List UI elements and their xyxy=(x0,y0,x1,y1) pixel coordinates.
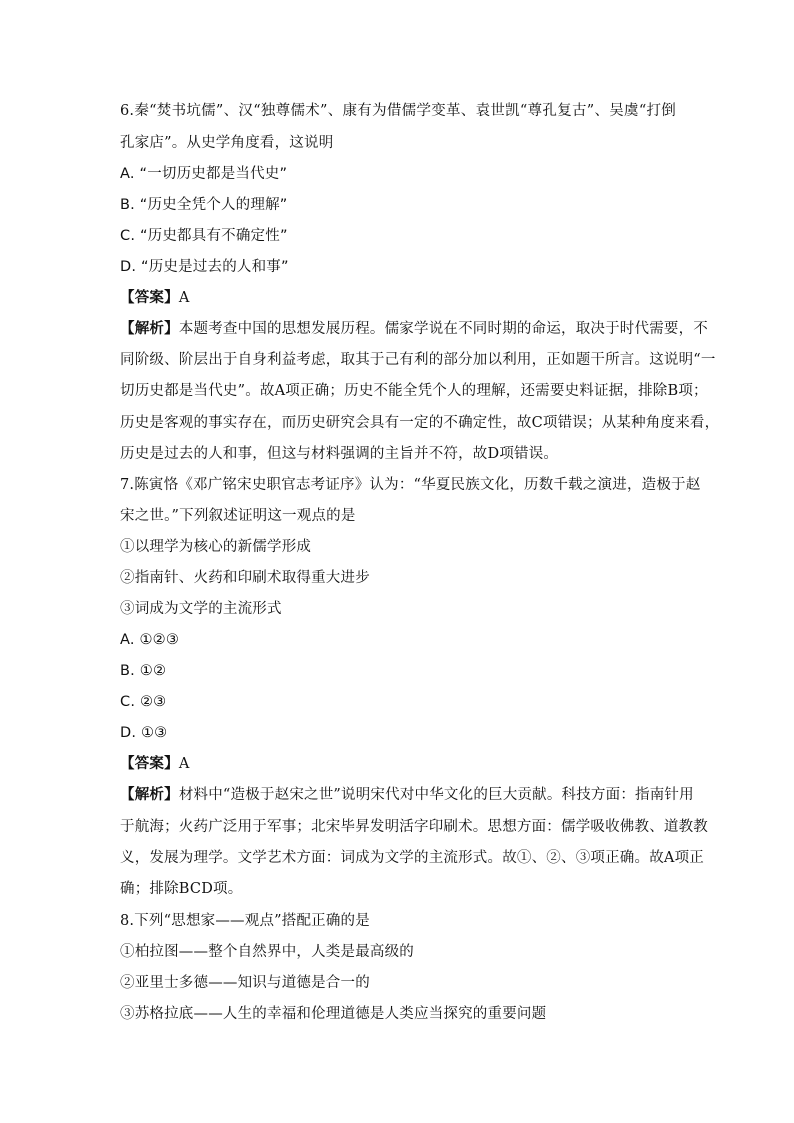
q8-item-3: ③苏格拉底——人生的幸福和伦理道德是人类应当探究的重要问题 xyxy=(120,1006,547,1022)
q7-analysis-line-2: 于航海；火药广泛用于军事；北宋毕昇发明活字印刷术。思想方面：儒学吸收佛教、道教教 xyxy=(120,819,708,835)
answer-value: A xyxy=(178,756,190,772)
analysis-text: 材料中“造极于赵宋之世”说明宋代对中华文化的巨大贡献。科技方面：指南针用 xyxy=(178,787,694,803)
q6-answer xyxy=(120,288,680,308)
q6-stem-line-1: 6.秦“焚书坑儒”、汉“独尊儒术”、康有为借儒学变革、袁世凯“尊孔复古”、吴虞“打倒 xyxy=(120,103,676,119)
q6-analysis-line-2: 同阶级、阶层出于自身利益考虑，取其于己有利的部分加以利用，正如题干所言。这说明“一 xyxy=(120,352,716,368)
q6-option-d: D. “历史是过去的人和事” xyxy=(120,259,289,275)
q8-stem: 8.下列“思想家——观点”搭配正确的是 xyxy=(120,913,370,929)
q7-option-b: B. ①② xyxy=(120,663,167,679)
q8-item-2: ②亚里士多德——知识与道德是合一的 xyxy=(120,975,370,991)
q7-option-a: A. ①②③ xyxy=(120,632,180,648)
q6-option-c: C. “历史都具有不确定性” xyxy=(120,228,288,244)
q8-item-1: ①柏拉图——整个自然界中，人类是最高级的 xyxy=(120,944,414,960)
analysis-text: 本题考查中国的思想发展历程。儒家学说在不同时期的命运，取决于时代需要，不 xyxy=(178,321,709,337)
q7-stem-line-2: 宋之世。”下列叙述证明这一观点的是 xyxy=(120,508,356,524)
q6-analysis-line-5: 历史是过去的人和事，但这与材料强调的主旨并不符，故D项错误。 xyxy=(120,446,559,462)
q6-analysis-line-4: 历史是客观的事实存在，而历史研究会具有一定的不确定性，故C项错误；从某种角度来看， xyxy=(120,415,720,431)
q7-option-c: C. ②③ xyxy=(120,694,167,710)
q7-item-2: ②指南针、火药和印刷术取得重大进步 xyxy=(120,570,370,586)
q6-stem-line-2: 孔家店”。从史学角度看，这说明 xyxy=(120,135,334,151)
q7-answer xyxy=(120,754,680,774)
q7-analysis-line-3: 义，发展为理学。文学艺术方面：词成为文学的主流形式。故①、②、③项正确。故A项正 xyxy=(120,850,704,866)
q6-option-b: B. “历史全凭个人的理解” xyxy=(120,197,288,213)
q7-item-1: ①以理学为核心的新儒学形成 xyxy=(120,539,312,555)
answer-tag: 【答案】 xyxy=(120,289,179,306)
q7-analysis-line-1 xyxy=(120,785,694,805)
q7-analysis-line-4: 确；排除BCD项。 xyxy=(120,881,243,897)
q7-option-d: D. ①③ xyxy=(120,725,168,741)
answer-tag: 【答案】 xyxy=(120,755,179,772)
q7-item-3: ③词成为文学的主流形式 xyxy=(120,601,282,617)
q6-analysis-line-3: 切历史都是当代史”。故A项正确；历史不能全凭个人的理解，还需要史料证据，排除B项； xyxy=(120,383,708,399)
analysis-tag: 【解析】 xyxy=(120,786,179,803)
q6-analysis-line-1 xyxy=(120,319,709,339)
analysis-tag: 【解析】 xyxy=(120,320,179,337)
answer-value: A xyxy=(178,290,190,306)
q6-option-a: A. “一切历史都是当代史” xyxy=(120,166,288,182)
q7-stem-line-1: 7.陈寅恪《邓广铭宋史职官志考证序》认为：“华夏民族文化，历数千载之演进，造极于赵 xyxy=(120,477,701,493)
